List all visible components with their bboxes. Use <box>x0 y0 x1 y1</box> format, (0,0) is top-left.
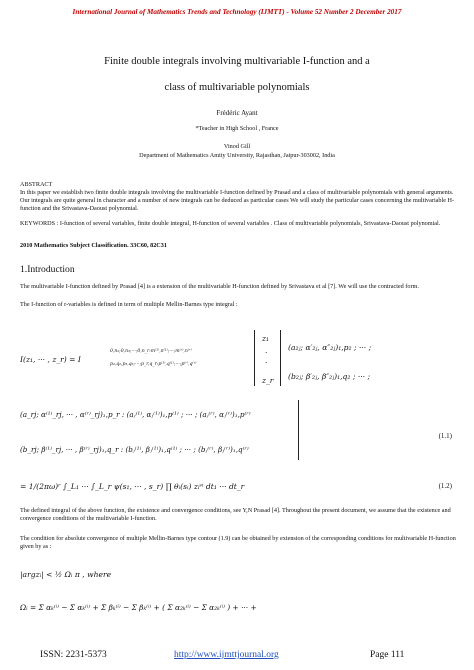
integral-representation: = 1/(2πω)ʳ ∫_L₁ ··· ∫_L_r ψ(s₁, ··· , s_r) ∏ θᵢ(sᵢ) zᵢˢⁱ dt₁ ··· dt_r <box>20 482 245 491</box>
equation-superscript: 0,n₂;0,n₃;···;0,n_r:m⁽¹⁾,n⁽¹⁾;···;m⁽ʳ⁾,n⁽ʳ⁾ <box>110 349 192 354</box>
matrix-right-bar <box>298 400 299 460</box>
variable-z1: z₁ <box>262 334 270 343</box>
paper-title-line-2: class of multivariable polynomials <box>164 82 310 93</box>
abstract-text: In this paper we establish two finite double integrals involving the multivariable I-function defined by Prasad and a class of multivariable polynomials with general arguments. Our integrals are quite general in character and a number of new integrals can be deduced as particular cases We will study the particular cases concerning the multivariable H-function and the Srivastava-Daoust polynomial. <box>20 189 455 212</box>
parameter-row-top: (a_rj; α⁽¹⁾_rj, ··· , α⁽ʳ⁾_rj)₁,p_r : (aⱼ⁽¹⁾, αⱼ⁽¹⁾)₁,p⁽¹⁾ ; ··· ; (aⱼ⁽ʳ⁾, αⱼ⁽ʳ⁾)₁,p⁽ʳ⁾ <box>20 410 251 419</box>
bottom-parameters: (b₂ⱼ; β′₂ⱼ, β″₂ⱼ)₁,q₂ ; ··· ; <box>288 372 371 381</box>
equation-number-1-1: (1.1) <box>438 432 452 440</box>
equation-number-1-2: (1.2) <box>438 482 452 490</box>
journal-header: International Journal of Mathematics Trends and Technology (IJMTT) - Volume 52 Number 2 December 2017 <box>72 8 402 16</box>
top-parameters: (a₂ⱼ; α′₂ⱼ, α″₂ⱼ)₁,p₂ ; ··· ; <box>288 343 372 352</box>
vertical-dots: · <box>265 358 268 367</box>
author-affiliation-2: Department of Mathematics Amity University, Rajasthan, Jaipur-303002, India <box>139 152 335 159</box>
matrix-left-bar <box>254 330 255 386</box>
keywords: KEYWORDS : I-function of several variables, finite double integral, H-function of several variables . Class of multivariable polynomials, Srivastava-Daoust polynomial. <box>20 220 441 227</box>
equation-lhs: I(z₁, ··· , z_r) = I <box>20 355 81 364</box>
author-name-2: Vinod Gill <box>223 143 251 150</box>
footer-page-number: Page 111 <box>370 650 405 660</box>
footer-journal-link[interactable]: http://www.ijmttjournal.org <box>174 650 279 660</box>
equation-subscript: p₂,q₂,p₃,q₃;···;p_r,q_r:p⁽¹⁾,q⁽¹⁾;···;p⁽ʳ⁾,q⁽ʳ⁾ <box>110 362 197 367</box>
msc-classification: 2010 Mathematics Subject Classification. 33C60, 82C31 <box>20 242 167 249</box>
abstract-heading: ABSTRACT <box>20 181 53 188</box>
intro-paragraph-3: The defined integral of the above function, the existence and convergence conditions, see Y,N Prasad [4]. Throughout the present document, we assume that the existence and convergence conditions of the multivariable I-function. <box>20 507 451 522</box>
author-affiliation-1: *Teacher in High School , France <box>195 125 279 132</box>
paper-title-line-1: Finite double integrals involving multivariable I-function and a <box>104 56 370 67</box>
variable-zr: z_r <box>262 376 274 385</box>
matrix-divider-bar <box>280 330 281 386</box>
parameter-row-bottom: (b_rj; β⁽¹⁾_rj, ··· , β⁽ʳ⁾_rj)₁,q_r : (bⱼ⁽¹⁾, βⱼ⁽¹⁾)₁,q⁽¹⁾ ; ··· ; (bⱼ⁽ʳ⁾, βⱼ⁽ʳ⁾)₁,q⁽ʳ⁾ <box>20 445 249 454</box>
omega-definition: Ωᵢ = Σ αₖ⁽ⁱ⁾ − Σ αₖ⁽ⁱ⁾ + Σ βₖ⁽ⁱ⁾ − Σ βₖ⁽ⁱ⁾ + ( Σ α₂ₖ⁽ⁱ⁾ − Σ α₂ₖ⁽ⁱ⁾ ) + ··· + <box>20 603 257 612</box>
section-heading: 1.Introduction <box>20 264 75 275</box>
author-name-1: Frédéric Ayant <box>216 109 258 117</box>
intro-paragraph-1: The multivariable I-function defined by Prasad [4] is a extension of the multivariable H-function defined by Srivastava et al [7]. We will use the contracted form. <box>20 283 419 290</box>
intro-paragraph-4: The condition for absolute convergence of multiple Mellin-Barnes type contour (1.9) can be obtained by extension of the corresponding conditions for multivariable H-function given by as : <box>20 535 456 550</box>
convergence-condition: |argzᵢ| < ½ Ωᵢ π , where <box>20 570 112 579</box>
intro-paragraph-2: The I-function of r-variables is defined in term of multiple Mellin-Barnes type integral : <box>20 301 238 308</box>
vertical-dots: · <box>265 348 268 357</box>
footer-issn: ISSN: 2231-5373 <box>40 650 107 660</box>
